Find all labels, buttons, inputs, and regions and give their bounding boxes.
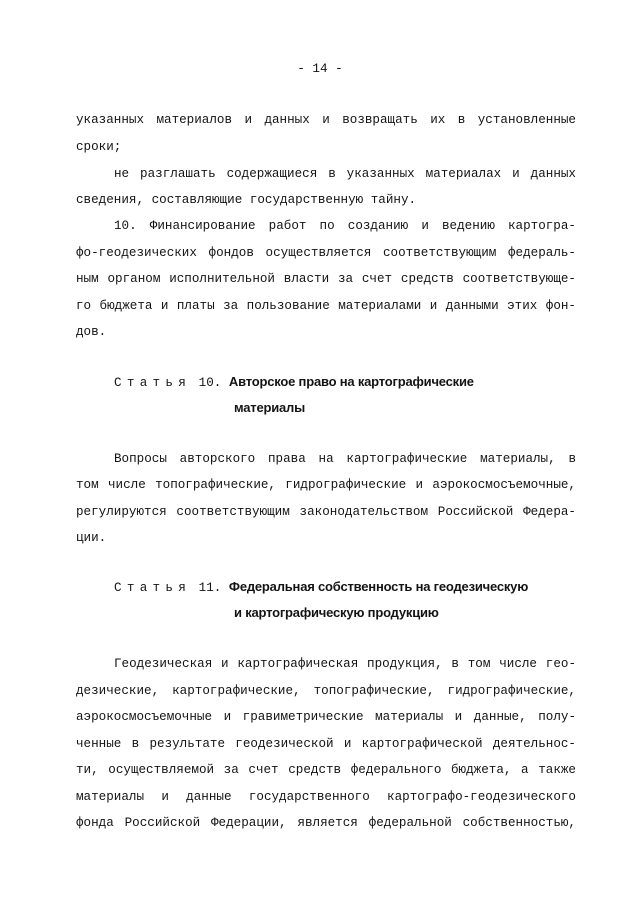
text-line: фо-геодезических фондов осуществляется соответствующим федераль- bbox=[76, 246, 576, 260]
text-line: указанных материалов и данных и возвращать их в установленные bbox=[76, 113, 576, 127]
text-line: регулируются соответствующим законодательством Российской Федера- bbox=[76, 505, 576, 519]
article-number: 11. bbox=[198, 581, 222, 595]
article-10-heading bbox=[114, 374, 474, 390]
text-line: том числе топографические, гидрографические и аэрокосмосъемочные, bbox=[76, 478, 576, 492]
text-line: ным органом исполнительной власти за счет средств соответствующе- bbox=[76, 272, 576, 286]
text-line: материалы и данные государственного картографо-геодезического bbox=[76, 790, 576, 804]
text-line: сроки; bbox=[76, 140, 122, 154]
page-number: - 14 - bbox=[297, 62, 343, 76]
text-line: сведения, составляющие государственную тайну. bbox=[76, 193, 417, 207]
article-11-heading bbox=[114, 579, 528, 595]
article-label: Статья bbox=[114, 581, 192, 595]
text-line: Вопросы авторского права на картографические материалы, в bbox=[114, 452, 576, 466]
article-title: Авторское право на картографические bbox=[228, 374, 474, 389]
article-number: 10. bbox=[198, 376, 222, 390]
text-line: 10. Финансирование работ по созданию и ведению картогра- bbox=[114, 219, 576, 233]
article-title-continuation: материалы bbox=[234, 400, 305, 415]
article-label: Статья bbox=[114, 376, 192, 390]
text-line: ченные в результате геодезической и картографической деятельнос- bbox=[76, 737, 576, 751]
text-line: дов. bbox=[76, 325, 107, 339]
text-line: не разглашать содержащиеся в указанных материалах и данных bbox=[114, 167, 576, 181]
article-title-continuation: и картографическую продукцию bbox=[234, 605, 439, 620]
text-line: дезические, картографические, топографические, гидрографические, bbox=[76, 684, 576, 698]
text-line: ции. bbox=[76, 531, 107, 545]
text-line: ти, осуществляемой за счет средств федерального бюджета, а также bbox=[76, 763, 576, 777]
text-line: го бюджета и платы за пользование материалами и данными этих фон- bbox=[76, 299, 576, 313]
text-line: фонда Российской Федерации, является федеральной собственностью, bbox=[76, 816, 576, 830]
text-line: Геодезическая и картографическая продукция, в том числе гео- bbox=[114, 657, 576, 671]
text-line: аэрокосмосъемочные и гравиметрические материалы и данные, полу- bbox=[76, 710, 576, 724]
article-title: Федеральная собственность на геодезическую bbox=[228, 579, 529, 594]
